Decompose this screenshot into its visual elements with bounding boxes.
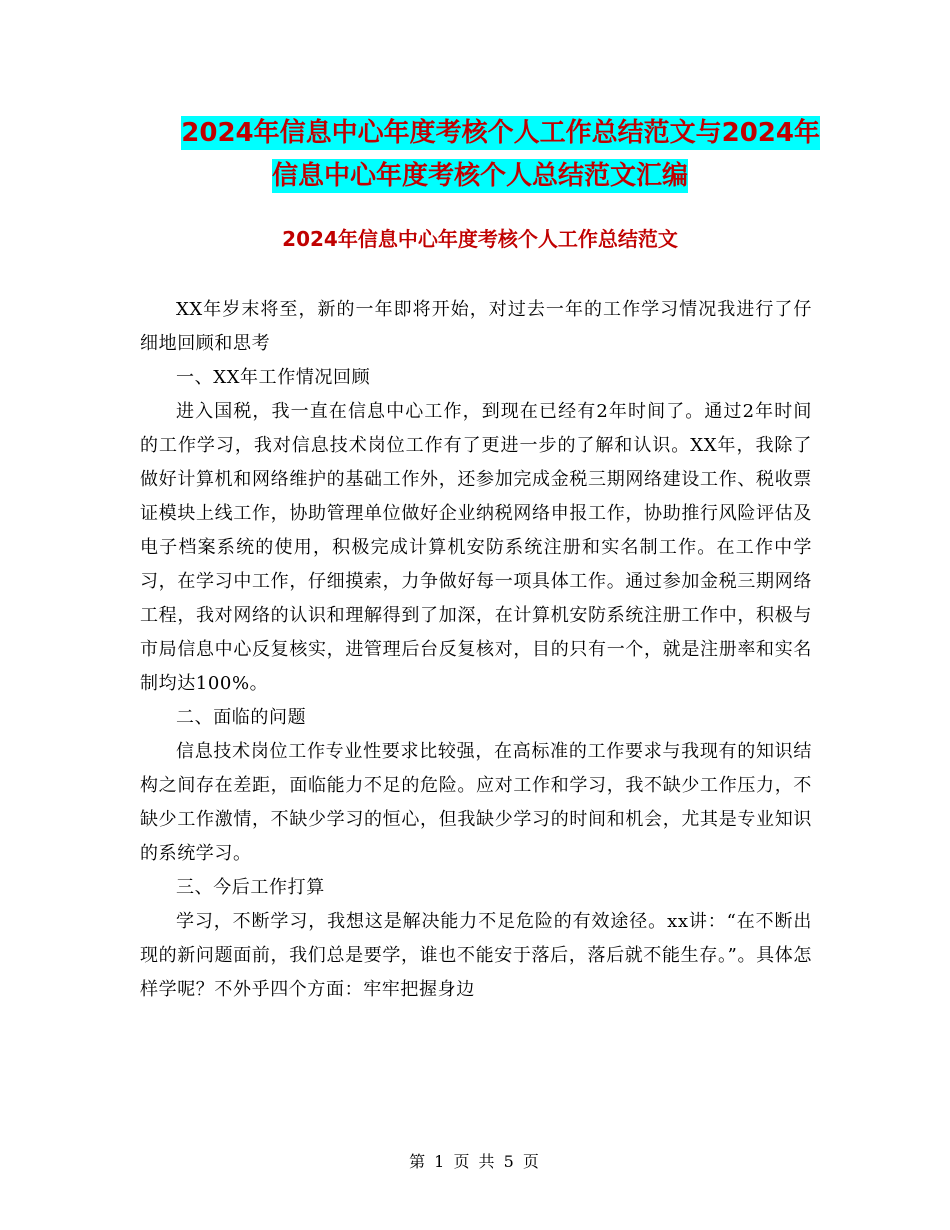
paragraph-problems: 信息技术岗位工作专业性要求比较强，在高标准的工作要求与我现有的知识结构之间存在差距，面临能力不足的危险。应对工作和学习，我不缺少工作压力，不缺少工作激情，不缺少学习的恒心，但我缺少学习的时间和机会，尤其是专业知识的系统学习。: [140, 741, 812, 864]
main-title-line-1: [140, 112, 820, 155]
document-body: [140, 293, 812, 1007]
paragraph-work-review: 进入国税，我一直在信息中心工作，到现在已经有2年时间了。通过2年时间的工作学习，我对信息技术岗位工作有了更进一步的了解和认识。XX年，我除了做好计算机和网络维护的基础工作外，还参加完成金税三期网络建设工作、税收票证模块上线工作，协助管理单位做好企业纳税网络申报工作，协助推行风险评估及电子档案系统的使用，积极完成计算机安防系统注册和实名制工作。在工作中学习，在学习中工作，仔细摸索，力争做好每一项具体工作。通过参加金税三期网络工程，我对网络的认识和理解得到了加深，在计算机安防系统注册工作中，积极与市局信息中心反复核实，进管理后台反复核对，目的只有一个，就是注册率和实名制均达100%。: [140, 401, 812, 694]
main-title-line-2: [140, 155, 820, 198]
main-title-line-1-text: 2024年信息中心年度考核个人工作总结范文与2024年: [181, 118, 820, 148]
heading-future-plans: 三、今后工作打算: [176, 877, 325, 898]
paragraph-intro: XX年岁末将至，新的一年即将开始，对过去一年的工作学习情况我进行了仔细地回顾和思考: [140, 299, 812, 354]
heading-problems: 二、面临的问题: [176, 707, 307, 728]
section-title: 2024年信息中心年度考核个人工作总结范文: [282, 227, 678, 251]
heading-work-review: 一、XX年工作情况回顾: [176, 367, 371, 388]
paragraph-future-plans: 学习，不断学习，我想这是解决能力不足危险的有效途径。xx讲：“在不断出现的新问题面前，我们总是要学，谁也不能安于落后，落后就不能生存。”。具体怎样学呢？不外乎四个方面：牢牢把握身边: [140, 911, 812, 1000]
page-number-footer: 第 1 页 共 5 页: [409, 1152, 541, 1171]
document-main-title: [140, 112, 820, 198]
main-title-line-2-text: 信息中心年度考核个人总结范文汇编: [271, 161, 688, 191]
